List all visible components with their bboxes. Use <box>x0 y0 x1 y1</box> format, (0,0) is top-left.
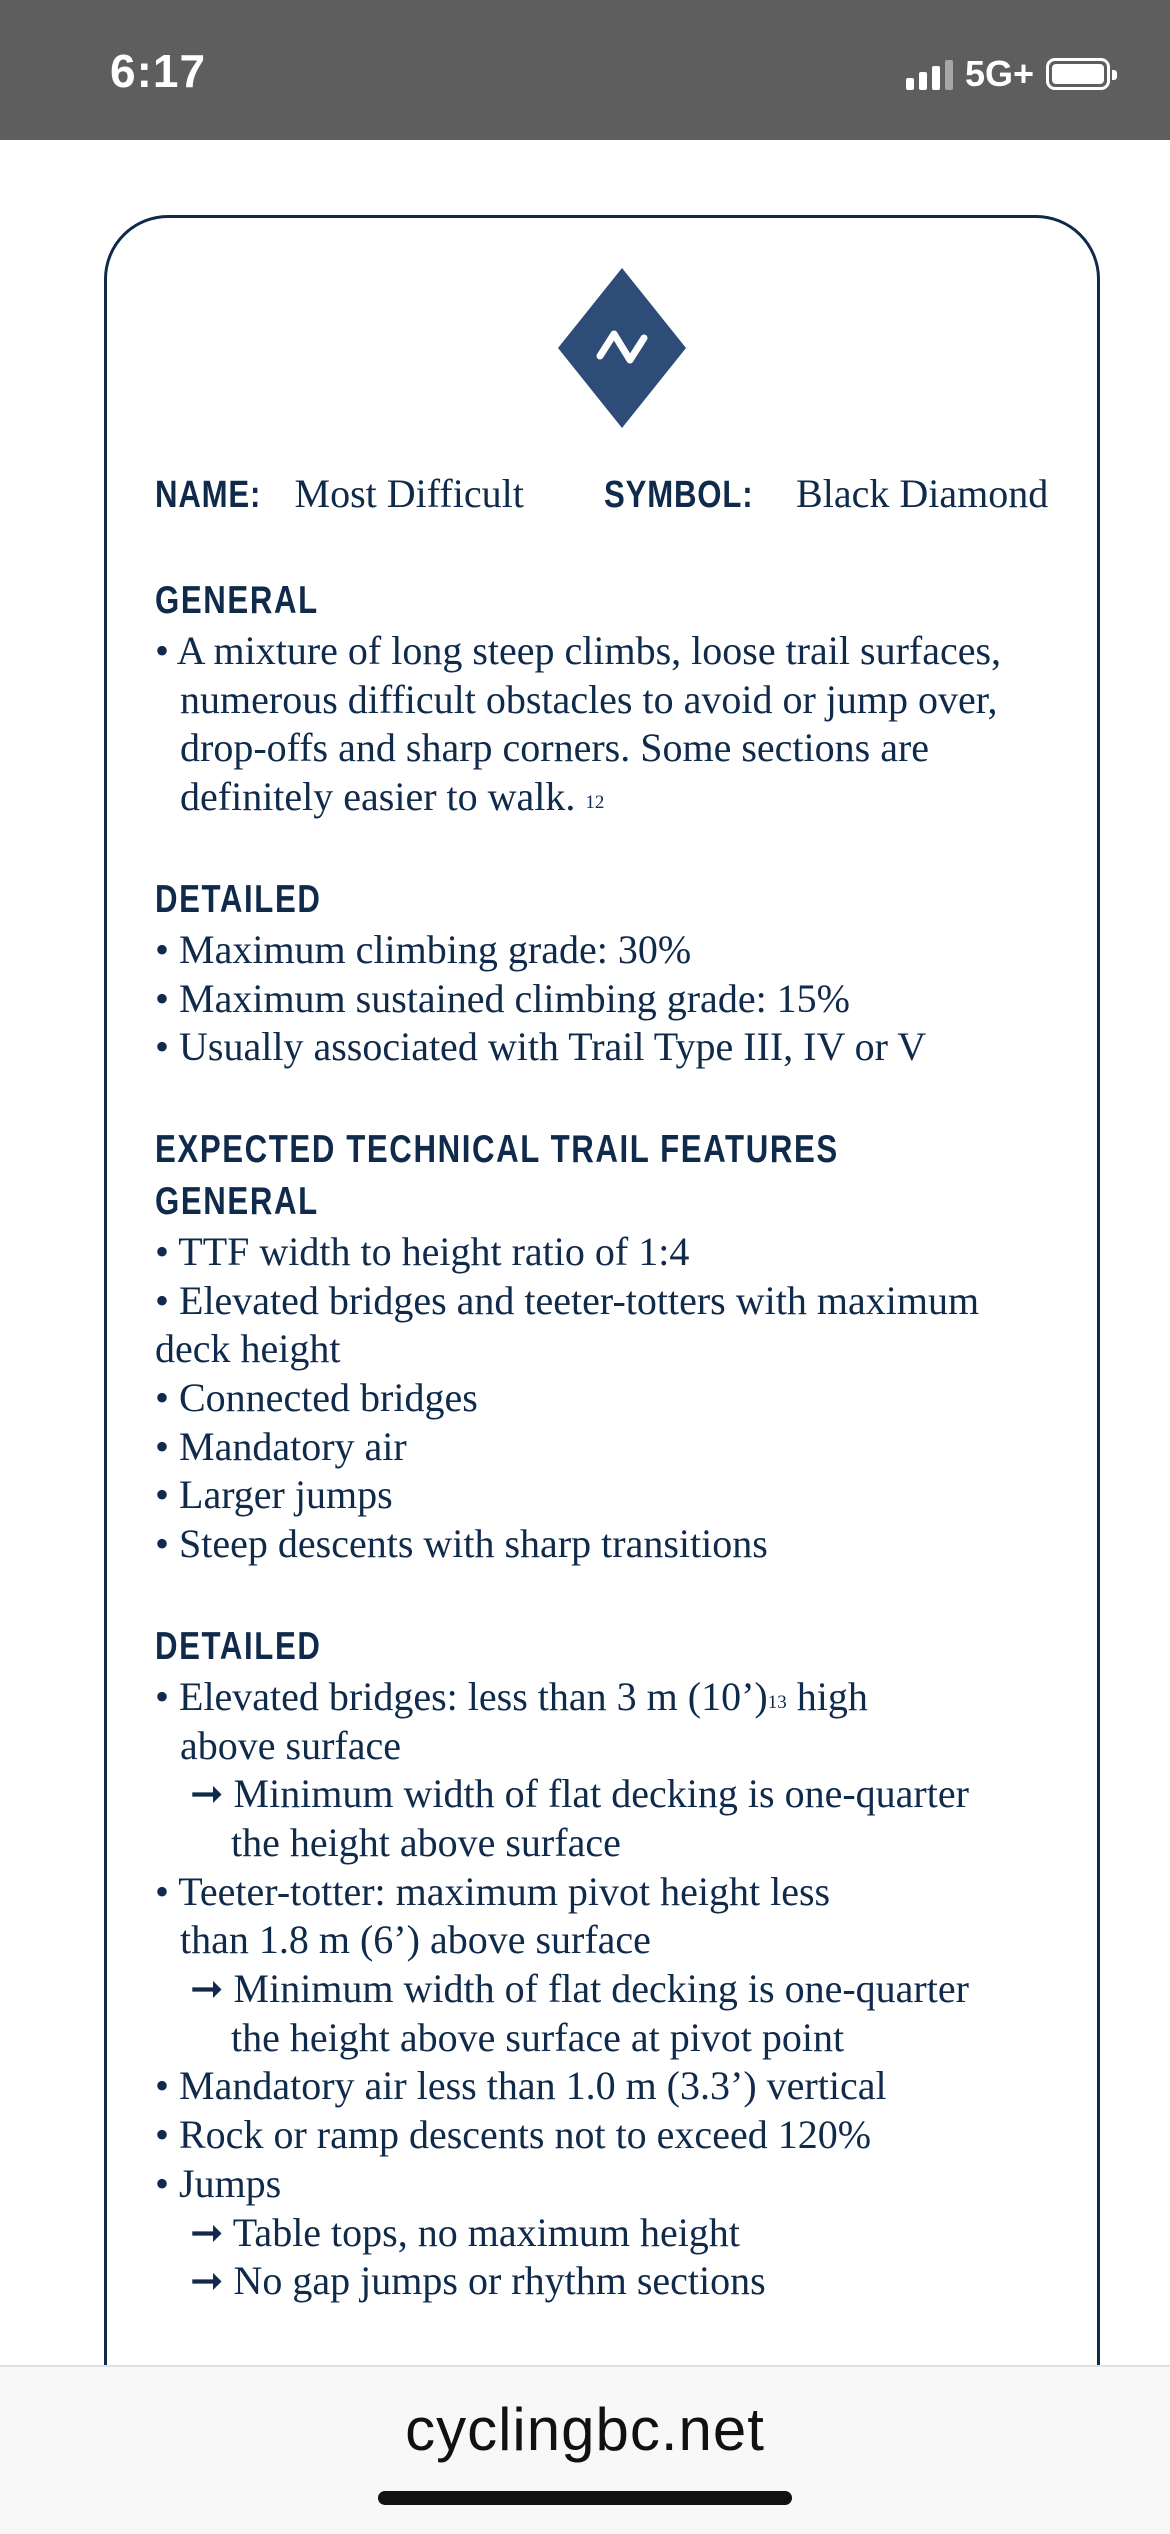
status-bar <box>0 0 1170 140</box>
ttf-line: • TTF width to height ratio of 1:4 <box>155 1228 690 1274</box>
teeter-line-2: than 1.8 m (6’) above surface <box>180 1917 651 1963</box>
bridges-text-end: high <box>786 1673 868 1719</box>
general-line: numerous difficult obstacles to avoid or jump over, <box>180 676 998 722</box>
black-diamond-icon <box>558 268 686 428</box>
teeter-line: • Teeter-totter: maximum pivot height less <box>155 1868 831 1914</box>
ttf-heading: EXPECTED TECHNICAL TRAIL FEATURES <box>155 1127 839 1171</box>
footnote-12: 12 <box>585 792 605 814</box>
air-line: • Mandatory air less than 1.0 m (3.3’) vertical <box>155 2063 887 2109</box>
card-content <box>155 575 1055 2306</box>
jumps-sub-2: ➞ No gap jumps or rhythm sections <box>190 2258 766 2304</box>
bridges-line-2: above surface <box>180 1722 401 1768</box>
ttf-general-heading: GENERAL <box>155 1179 319 1223</box>
signal-icon <box>906 58 953 90</box>
general-line: drop-offs and sharp corners. Some sections are <box>180 725 930 771</box>
jumps-line: • Jumps <box>155 2160 282 2206</box>
ttf-line: • Elevated bridges and teeter-totters with maximum <box>155 1277 980 1323</box>
name-symbol-row <box>155 470 1055 517</box>
name-value: Most Difficult <box>294 471 524 516</box>
footnote-13: 13 <box>767 1691 787 1713</box>
teeter-sub-2: the height above surface at pivot point <box>231 2014 845 2060</box>
bridges-line <box>155 1673 1055 1722</box>
bridges-sub-1: ➞ Minimum width of flat decking is one-quarter <box>190 1771 969 1817</box>
bridges-text: • Elevated bridges: less than 3 m (10’) <box>155 1673 768 1719</box>
detailed-heading: DETAILED <box>155 877 322 921</box>
symbol-label: SYMBOL: <box>603 474 754 516</box>
home-indicator[interactable] <box>378 2491 792 2505</box>
ttf-line: • Larger jumps <box>155 1472 393 1518</box>
ttf-line: • Mandatory air <box>155 1423 407 1469</box>
teeter-sub-1: ➞ Minimum width of flat decking is one-quarter <box>190 1966 969 2012</box>
ttf-line: • Steep descents with sharp transitions <box>155 1521 768 1567</box>
detailed-line: • Usually associated with Trail Type III, IV or V <box>155 1024 927 1070</box>
general-line-last <box>155 773 1055 822</box>
detailed-line: • Maximum sustained climbing grade: 15% <box>155 975 850 1021</box>
jumps-sub-1: ➞ Table tops, no maximum height <box>190 2209 740 2255</box>
rock-line: • Rock or ramp descents not to exceed 120% <box>155 2112 872 2158</box>
detailed-line: • Maximum climbing grade: 30% <box>155 926 692 972</box>
general-line-text: definitely easier to walk. <box>180 774 576 820</box>
status-time: 6:17 <box>110 45 207 97</box>
bridges-sub-2: the height above surface <box>231 1819 621 1865</box>
name-label: NAME: <box>155 474 262 516</box>
general-line: • A mixture of long steep climbs, loose trail surfaces, <box>155 628 1002 673</box>
battery-icon <box>1046 58 1110 90</box>
symbol-value: Black Diamond <box>796 471 1049 516</box>
general-heading: GENERAL <box>155 579 319 622</box>
ttf-detailed-heading: DETAILED <box>155 1624 322 1668</box>
ttf-line: • Connected bridges <box>155 1375 478 1421</box>
url-label[interactable]: cyclingbc.net <box>405 2396 765 2463</box>
status-indicators <box>906 52 1110 96</box>
network-label: 5G+ <box>964 53 1034 94</box>
ttf-line: deck height <box>155 1326 341 1372</box>
